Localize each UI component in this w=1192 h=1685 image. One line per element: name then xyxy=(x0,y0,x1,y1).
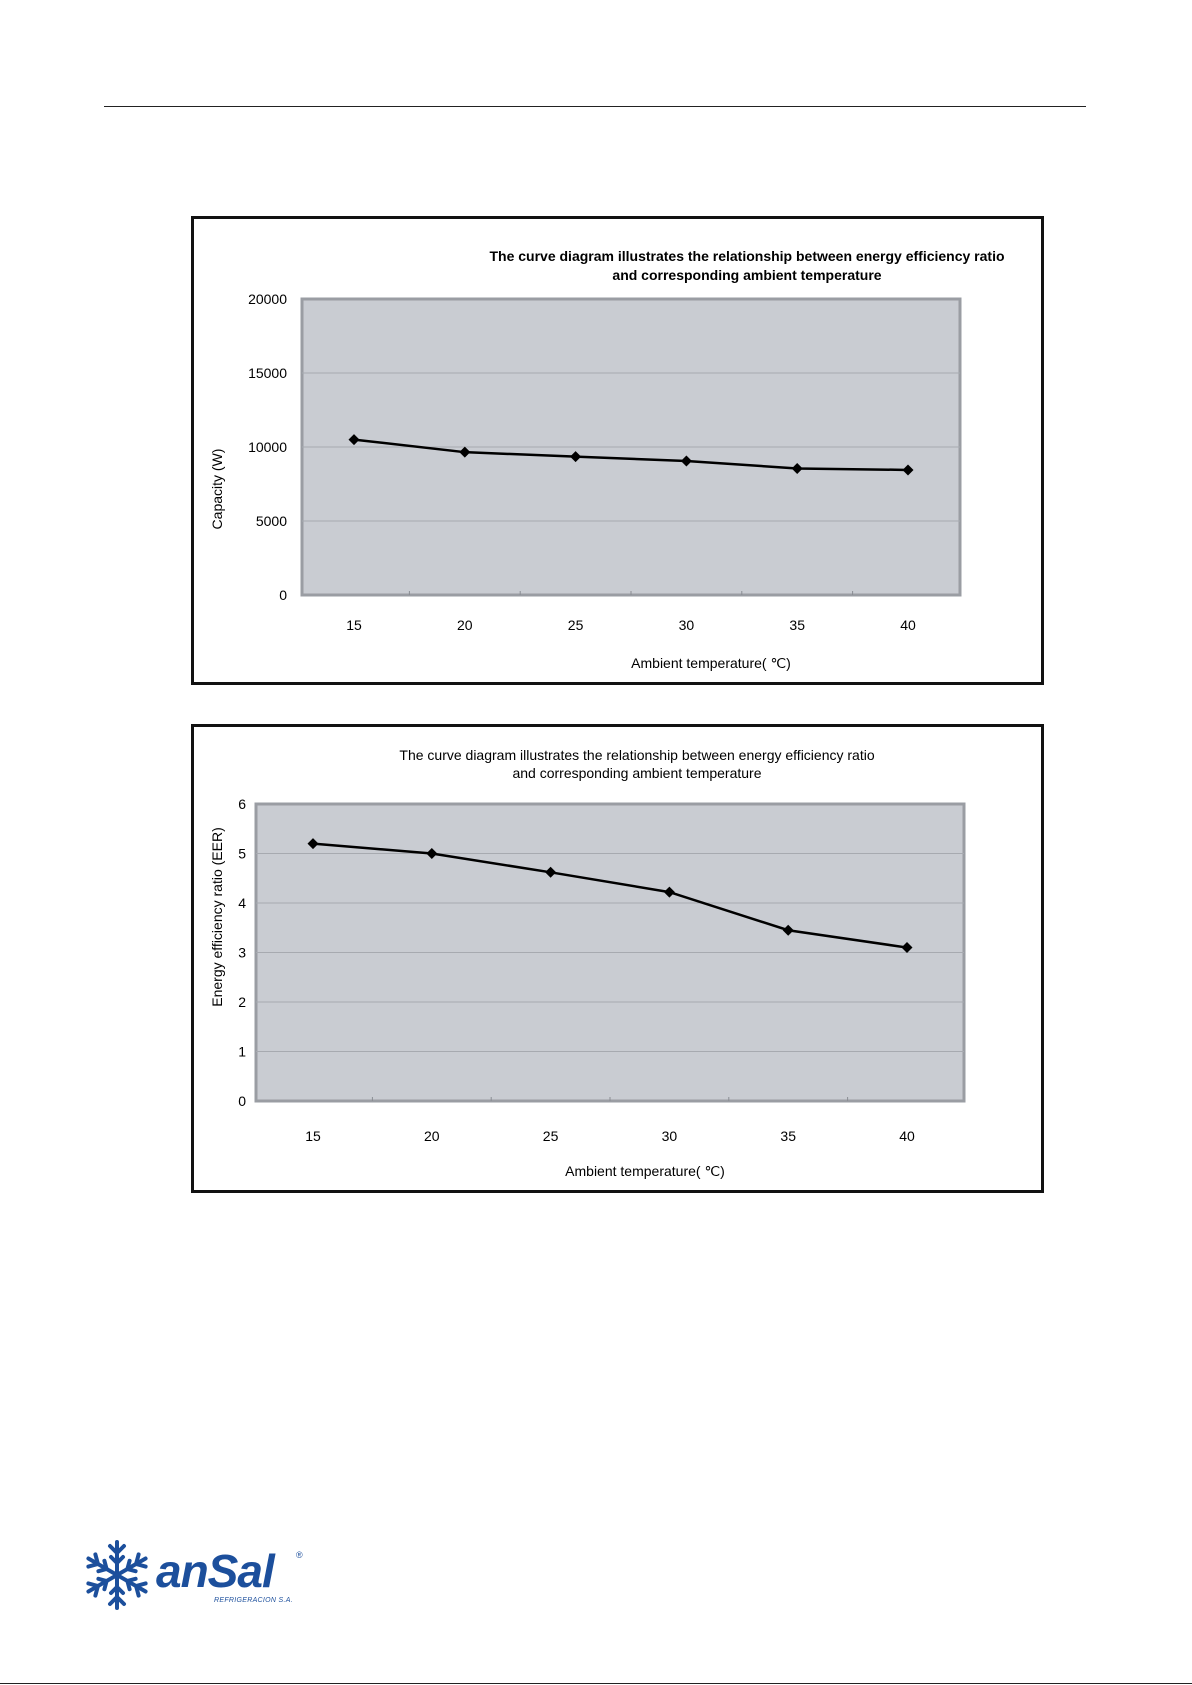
x-tick-label: 15 xyxy=(305,1128,321,1144)
y-tick-label: 0 xyxy=(279,587,287,603)
y-axis-label: Capacity (W) xyxy=(209,448,225,530)
x-tick-label: 20 xyxy=(424,1128,440,1144)
footer-rule xyxy=(0,1683,1192,1684)
y-tick-label: 5 xyxy=(238,845,246,862)
x-tick-label: 30 xyxy=(678,617,695,633)
x-tick-label: 20 xyxy=(457,617,473,633)
chart-title-line1: The curve diagram illustrates the relationship between energy efficiency ratio xyxy=(489,248,1005,264)
registered-mark: ® xyxy=(296,1550,303,1560)
eer-chart xyxy=(191,724,1044,1193)
x-tick-label: 15 xyxy=(346,617,362,633)
y-tick-label: 1 xyxy=(238,1043,246,1060)
y-tick-label: 4 xyxy=(238,895,246,911)
x-axis-label: Ambient temperature( ℃) xyxy=(631,655,791,671)
chart-title-line2: and corresponding ambient temperature xyxy=(612,267,882,283)
x-tick-label: 35 xyxy=(780,1128,796,1144)
capacity-chart-svg xyxy=(194,219,1041,682)
x-tick-label: 25 xyxy=(567,617,584,633)
x-tick-label: 25 xyxy=(542,1128,559,1144)
y-tick-label: 15000 xyxy=(248,365,287,381)
x-tick-label: 30 xyxy=(661,1128,678,1144)
y-tick-label: 20000 xyxy=(248,291,287,307)
logo-subtitle: REFRIGERACION S.A. xyxy=(214,1597,293,1604)
chart-title-line2: and corresponding ambient temperature xyxy=(512,765,762,781)
y-axis-label: Energy efficiency ratio (EER) xyxy=(209,827,225,1007)
x-tick-label: 35 xyxy=(789,617,805,633)
y-tick-label: 0 xyxy=(238,1093,246,1109)
snowflake-icon xyxy=(82,1538,152,1612)
logo-wordmark: anSal xyxy=(156,1545,274,1597)
y-tick-label: 3 xyxy=(238,944,246,961)
ansal-logo xyxy=(82,1538,312,1616)
y-tick-label: 6 xyxy=(238,796,246,812)
chart-title-line1: The curve diagram illustrates the relationship between energy efficiency ratio xyxy=(399,747,875,763)
y-tick-label: 2 xyxy=(238,994,246,1010)
eer-chart-svg xyxy=(194,727,1041,1190)
capacity-chart xyxy=(191,216,1044,685)
y-tick-label: 10000 xyxy=(248,439,287,455)
x-axis-label: Ambient temperature( ℃) xyxy=(565,1163,725,1179)
header-rule xyxy=(104,106,1086,107)
x-tick-label: 40 xyxy=(900,617,916,633)
y-tick-label: 5000 xyxy=(255,513,287,529)
x-tick-label: 40 xyxy=(899,1128,915,1144)
